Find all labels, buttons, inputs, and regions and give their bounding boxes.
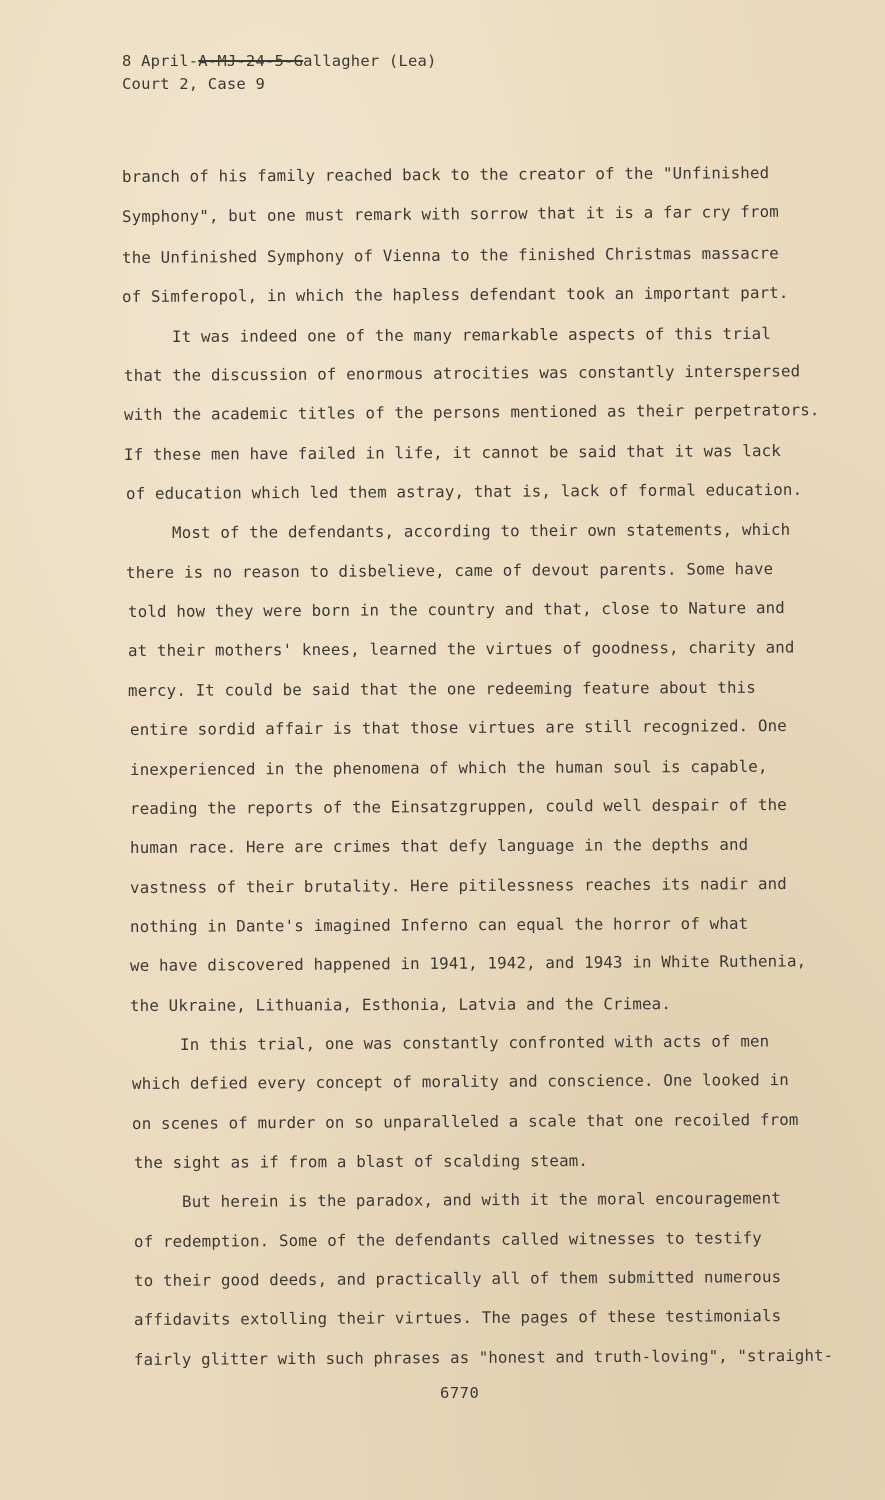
text-line: of Simferopol, in which the hapless defendant took an important part. [121,282,789,306]
text-line: we have discovered happened in 1941, 1942, and 1943 in White Ruthenia, [129,951,807,975]
header-date: 8 April- [122,52,199,70]
struck-initial: G [293,52,304,70]
text-line: branch of his family reached back to the creator of the "Unfinished [121,163,770,186]
text-line: reading the reports of the Einsatzgruppen, could well despair of the [129,794,787,818]
text-line: told how they were born in the country and that, close to Nature and [127,597,785,621]
text-line: entire sordid affair is that those virtues are still recognized. One [129,715,787,739]
header-line-2: Court 2, Case 9 [122,75,265,93]
text-line: inexperienced in the phenomena of which the human soul is capable, [129,756,768,779]
text-line: affidavits extolling their virtues. The pages of these testimonials [133,1306,782,1329]
text-line: Most of the defendants, according to their own statements, which [171,519,791,542]
text-line: nothing in Dante's imagined Inferno can equal the horror of what [129,913,749,936]
text-line: If these men have failed in life, it cannot be said that it was lack [123,440,781,464]
text-line: In this trial, one was constantly confronted with acts of men [179,1031,770,1054]
text-line: fairly glitter with such phrases as "honest and truth-loving", "straight- [133,1345,834,1369]
text-line: on scenes of murder on so unparalleled a scale that one recoiled from [131,1109,799,1133]
document-header [122,50,437,96]
text-line: of redemption. Some of the defendants called witnesses to testify [133,1228,762,1251]
text-line: human race. Here are crimes that defy language in the depths and [129,834,749,857]
text-line: that the discussion of enormous atrocities was constantly interspersed [123,361,801,385]
text-line: vastness of their brutality. Here pitilessness reaches its nadir and [129,873,787,897]
text-line: But herein is the paradox, and with it the moral encouragement [181,1188,782,1211]
text-line: mercy. It could be said that the one redeeming feature about this [127,677,756,700]
text-line: the Ukraine, Lithuania, Esthonia, Latvia and the Crimea. [129,994,672,1015]
header-reporter: allagher (Lea) [303,52,437,70]
header-line-1 [122,50,437,73]
text-line: to their good deeds, and practically all of them submitted numerous [133,1267,782,1290]
text-line: with the academic titles of the persons mentioned as their perpetrators. [123,400,820,424]
text-line: It was indeed one of the many remarkable aspects of this trial [171,323,771,346]
text-line: Symphony", but one must remark with sorrow that it is a far cry from [121,201,779,226]
text-line: there is no reason to disbelieve, came of devout parents. Some have [125,559,774,582]
text-line: the Unfinished Symphony of Vienna to the finished Christmas massacre [121,243,779,267]
text-line: the sight as if from a blast of scalding steam. [133,1151,589,1172]
text-line: which defied every concept of morality and conscience. One looked in [131,1069,789,1093]
text-line: of education which led them astray, that is, lack of formal education. [125,479,803,503]
page-number: 6770 [440,1384,480,1402]
struck-case-code: A-MJ-24-5- [198,52,294,70]
text-line: at their mothers' knees, learned the virtues of goodness, charity and [127,637,795,660]
